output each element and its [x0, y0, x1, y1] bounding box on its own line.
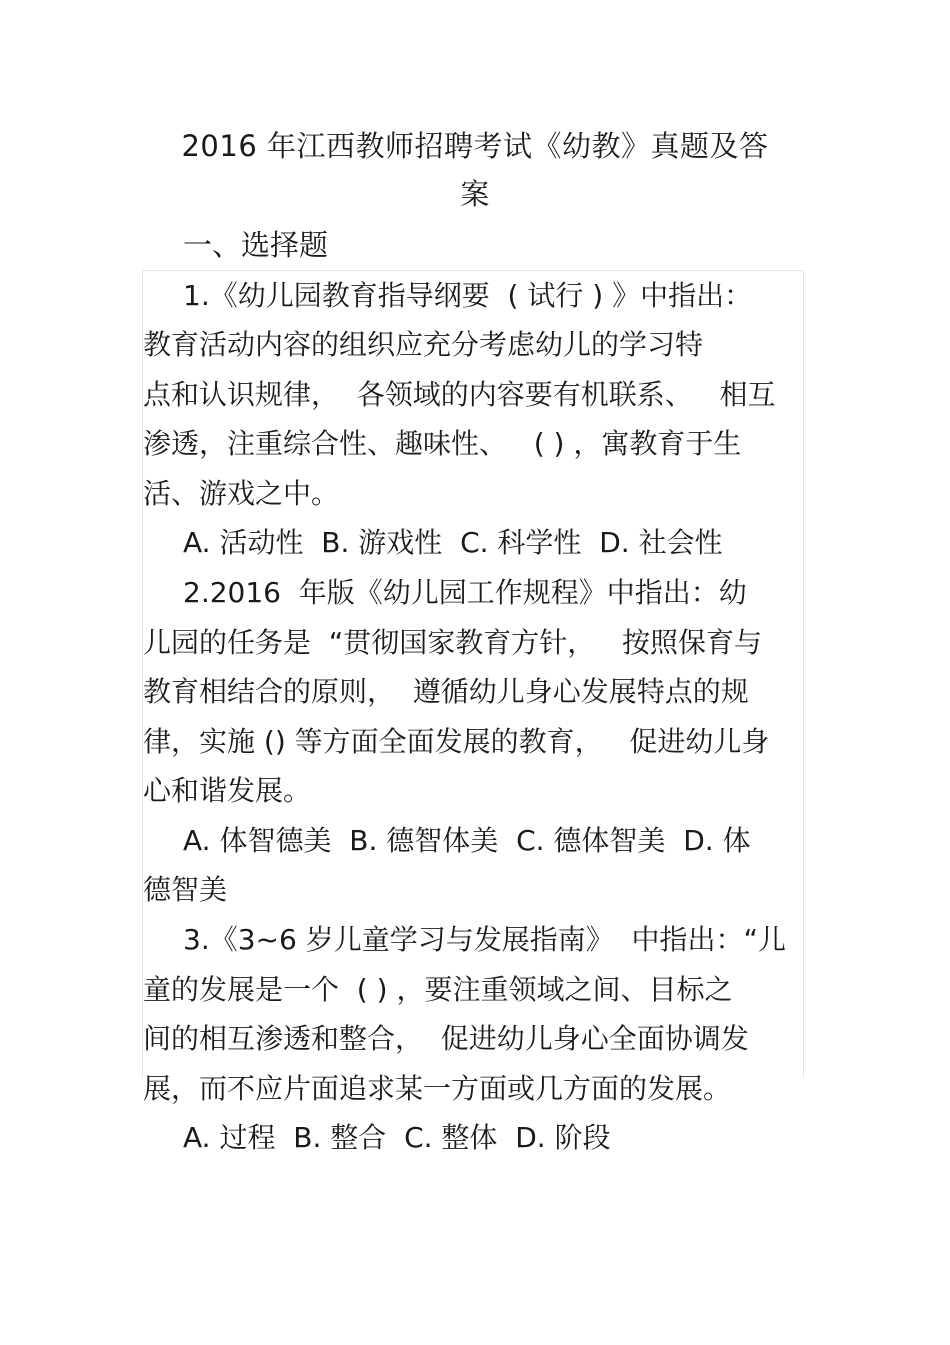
question-3-line-4: 展，而不应片面追求某一方面或几方面的发展。 — [143, 1072, 732, 1105]
title-line-2: 案 — [460, 177, 490, 211]
question-2-options-cont: 德智美 — [143, 873, 228, 906]
question-3-options: A. 过程 B. 整合 C. 整体 D. 阶段 — [183, 1121, 611, 1154]
section-heading: 一、选择题 — [183, 228, 329, 262]
title-line-1: 2016 年江西教师招聘考试《幼教》真题及答 — [181, 129, 769, 163]
document-title — [130, 122, 820, 218]
question-1-line-5: 活、游戏之中。 — [143, 477, 340, 510]
question-1-line-1: 1.《幼儿园教育指导纲要 ( 试行 ) 》中指出： — [183, 279, 753, 312]
question-3-line-2: 童的发展是一个 ( ) ，要注重领域之间、目标之 — [143, 973, 733, 1006]
question-2-line-2: 儿园的任务是 “贯彻国家教育方针， 按照保育与 — [143, 626, 763, 659]
question-2-line-5: 心和谐发展。 — [143, 774, 312, 807]
question-2-options: A. 体智德美 B. 德智体美 C. 德体智美 D. 体 — [183, 824, 751, 857]
question-1-line-3: 点和认识规律， 各领域的内容要有机联系、 相互 — [143, 378, 776, 411]
question-2-line-4: 律，实施 () 等方面全面发展的教育， 促进幼儿身 — [143, 725, 770, 758]
question-2-line-1: 2.2016 年版《幼儿园工作规程》中指出：幼 — [183, 576, 747, 609]
question-3-line-1: 3.《3~6 岁儿童学习与发展指南》 中指出：“儿 — [183, 923, 787, 956]
question-1-options: A. 活动性 B. 游戏性 C. 科学性 D. 社会性 — [183, 526, 723, 559]
question-1-line-2: 教育活动内容的组织应充分考虑幼儿的学习特 — [143, 328, 704, 361]
question-1-line-4: 渗透，注重综合性、趣味性、 ( ) ，寓教育于生 — [143, 427, 742, 460]
question-3-line-3: 间的相互渗透和整合， 促进幼儿身心全面协调发 — [143, 1022, 749, 1055]
question-2-line-3: 教育相结合的原则， 遵循幼儿身心发展特点的规 — [143, 675, 749, 708]
